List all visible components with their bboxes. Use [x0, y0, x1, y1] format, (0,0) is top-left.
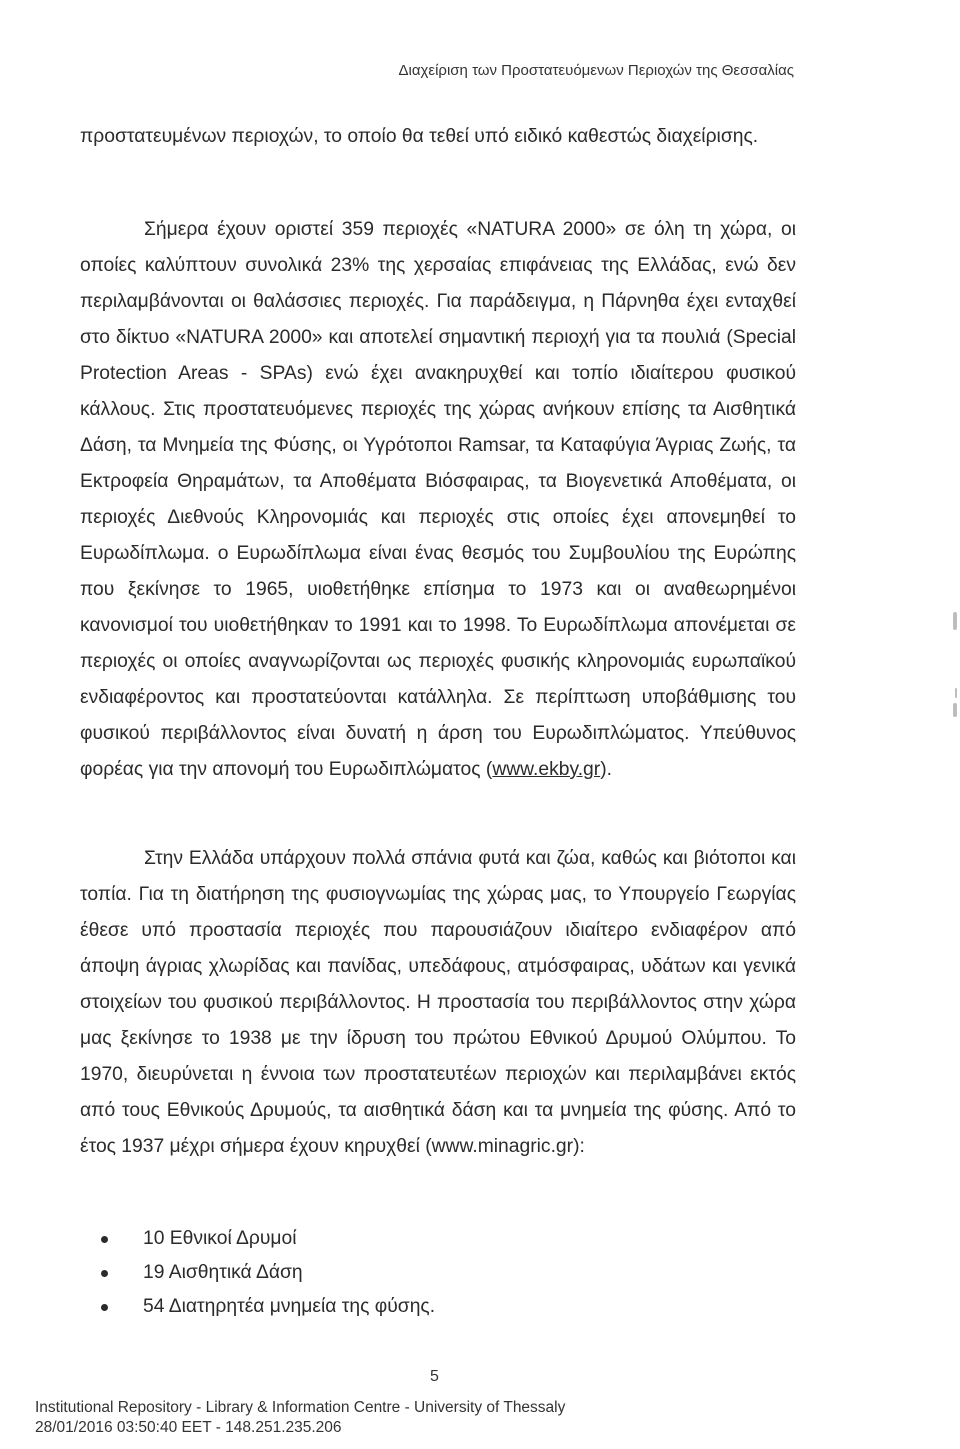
paragraph-text — [80, 212, 796, 788]
paragraph-text-main: Σήμερα έχουν οριστεί 359 περιοχές «NATURA 2000» σε όλη τη χώρα, οι οποίες καλύπτουν συνολικά 23% της χερσαίας επιφάνειας της Ελλάδας, ενώ δεν περιλαμβάνονται οι θαλάσσιες περιοχές. Για παράδειγμα, η Πάρνηθα έχει ενταχθεί στο δίκτυο «NATURA 2000» και αποτελεί σημαντική περιοχή για τα πουλιά (Special Protection Areas - SPAs) ενώ έχει ανακηρυχθεί και τοπίο ιδιαίτερου φυσικού κάλλους. Στις προστατευόμενες περιοχές της χώρας ανήκουν επίσης τα Αισθητικά Δάση, τα Μνημεία της Φύσης, οι Υγρότοποι Ramsar, τα Καταφύγια Άγριας Ζωής, τα Εκτροφεία Θηραμάτων, τα Αποθέματα Βιόσφαιρας, τα Βιογενετικά Αποθέματα, οι περιοχές Διεθνούς Κληρονομιάς και περιοχές στις οποίες έχει απονεμηθεί το Ευρωδίπλωμα. ο Ευρωδίπλωμα είναι ένας θεσμός του Συμβουλίου της Ευρώπης που ξεκίνησε το 1965, υιοθετήθηκε επίσημα το 1973 και οι αναθεωρημένοι κανονισμοί του υιοθετήθηκαν το 1991 και το 1998. Το Ευρωδίπλωμα απονέμεται σε περιοχές οι οποίες αναγνωρίζονται ως περιοχές φυσικής κληρονομιάς ευρωπαϊκού ενδιαφέροντος και προστατεύονται κατάλληλα. Σε περίπτωση υποβάθμισης του φυσικού περιβάλλοντος είναι δυνατή η άρση του Ευρωδιπλώματος. Υπεύθυνος φορέας για την απονομή του Ευρωδιπλώματος ( — [80, 219, 796, 780]
list-item — [80, 1222, 796, 1256]
paragraph-natura — [80, 212, 796, 788]
scan-margin-mark — [953, 612, 957, 630]
page-number: 5 — [430, 1368, 439, 1385]
list-item — [80, 1256, 796, 1290]
bullet-icon — [101, 1270, 108, 1277]
paragraph-greece-protection — [80, 841, 796, 1165]
protected-areas-list — [80, 1222, 796, 1324]
paragraph-text-end: ). — [600, 759, 612, 780]
ekby-link[interactable]: www.ekby.gr — [492, 759, 601, 780]
running-header: Διαχείριση των Προστατευόμενων Περιοχών της Θεσσαλίας — [398, 62, 794, 79]
list-item-text: 10 Εθνικοί Δρυμοί — [143, 1228, 297, 1249]
repository-footer — [35, 1398, 565, 1438]
footer-repository-line: Institutional Repository - Library & Information Centre - University of Thessaly — [35, 1399, 566, 1416]
paragraph-text: προστατευμένων περιοχών, το οποίο θα τεθεί υπό ειδικό καθεστώς διαχείρισης. — [80, 126, 759, 147]
list-item — [80, 1290, 796, 1324]
bullet-icon — [101, 1236, 108, 1243]
paragraph-text: Στην Ελλάδα υπάρχουν πολλά σπάνια φυτά και ζώα, καθώς και βιότοποι και τοπία. Για τη διατήρηση της φυσιογνωμίας της χώρας μας, το Υπουργείο Γεωργίας έθεσε υπό προστασία περιοχές που παρουσιάζουν ιδιαίτερο ενδιαφέρον από άποψη άγριας χλωρίδας και πανίδας, υπεδάφους, ατμόσφαιρας, υδάτων και γενικά στοιχείων του φυσικού περιβάλλοντος. Η προστασία του περιβάλλοντος στην χώρα μας ξεκίνησε το 1938 με την ίδρυση του πρώτου Εθνικού Δρυμού Ολύμπου. Το 1970, διευρύνεται η έννοια των προστατευτέων περιοχών και περιλαμβάνει εκτός από τους Εθνικούς Δρυμούς, τα αισθητικά δάση και τα μνημεία της φύσης. Από το έτος 1937 μέχρι σήμερα έχουν κηρυχθεί (www.minagric.gr): — [80, 848, 796, 1157]
paragraph-intro-continuation — [80, 119, 796, 155]
scan-margin-mark — [955, 688, 957, 698]
list-item-text: 54 Διατηρητέα μνημεία της φύσης. — [143, 1296, 436, 1317]
footer-timestamp-line: 28/01/2016 03:50:40 EET - 148.251.235.206 — [35, 1419, 342, 1436]
scan-margin-mark — [953, 703, 957, 717]
bullet-icon — [101, 1304, 108, 1311]
list-item-text: 19 Αισθητικά Δάση — [143, 1262, 303, 1283]
